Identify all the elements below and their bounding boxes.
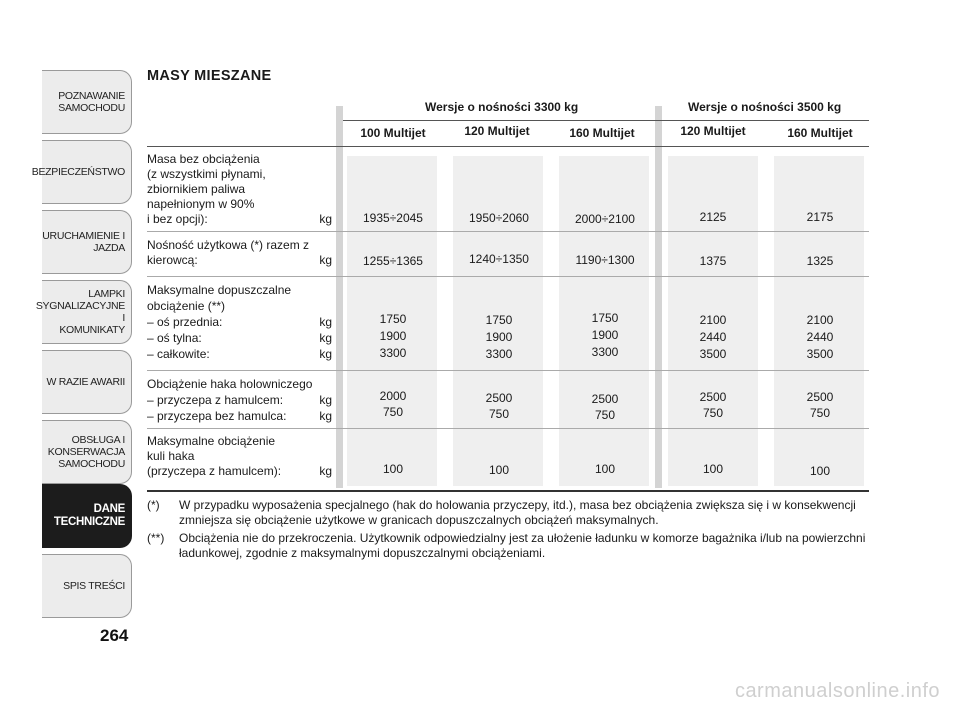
footnote-text: Obciążenia nie do przekroczenia. Użytkownik odpowiedzialny jest za ułożenie ładunku w komorze bagażnika i/lub na powierzchni ładunkowej, zgodnie z maksymalnymi dopuszczalnymi obciążeniami. bbox=[179, 531, 866, 560]
header-rule bbox=[343, 120, 869, 121]
tab-spis-tresci[interactable]: SPIS TREŚCI bbox=[42, 554, 132, 618]
label-line: obciążenie (**) bbox=[147, 299, 226, 313]
label-line: i bez opcji): kg bbox=[147, 212, 332, 226]
label-line: – oś przednia: kg bbox=[147, 315, 332, 329]
cell-value: 1750 1900 3300 bbox=[379, 312, 407, 360]
footnote-text: W przypadku wyposażenia specjalnego (hak do holowania przyczepy, itd.), masa bez obciążenia zwiększa się i w konsekwencji zmniejsza się obciążenie użytkowe w granicach dopuszczalnych obciążeń maksymalnych. bbox=[179, 498, 856, 527]
cell-value: 1190÷1300 bbox=[575, 253, 635, 267]
row-divider bbox=[147, 428, 869, 429]
watermark: carmanualsonline.info bbox=[734, 680, 940, 702]
table-bottom-rule bbox=[147, 490, 869, 492]
group-header-3300: Wersje o nośności 3300 kg bbox=[425, 100, 579, 114]
tab-obsluga-konserwacja[interactable]: OBSŁUGA I KONSERWACJA SAMOCHODU bbox=[42, 420, 132, 484]
tab-bezpieczenstwo[interactable]: BEZPIECZEŃSTWO bbox=[42, 140, 132, 204]
cell-value: 2175 bbox=[806, 210, 834, 224]
cell-value: 100 bbox=[382, 462, 404, 476]
label-line: Nośność użytkowa (*) razem z bbox=[147, 238, 310, 252]
label-line: (z wszystkimi płynami, bbox=[147, 167, 266, 181]
footnote bbox=[147, 531, 867, 561]
cell-value: 2000 750 bbox=[379, 389, 407, 419]
cell-value: 1375 bbox=[699, 254, 727, 268]
label-line: Maksymalne obciążenie bbox=[147, 434, 276, 448]
cell-value: 2500 750 bbox=[699, 390, 727, 420]
row-label bbox=[147, 376, 332, 424]
label-line: kuli haka bbox=[147, 449, 195, 463]
row-label bbox=[147, 152, 332, 227]
page-title: MASY MIESZANE bbox=[147, 68, 272, 84]
unit: kg bbox=[319, 464, 332, 478]
header-rule bbox=[147, 146, 869, 147]
cell-value: 2500 750 bbox=[591, 392, 619, 422]
cell-value: 100 bbox=[594, 462, 616, 476]
tab-poznawanie-samochodu[interactable]: POZNAWANIE SAMOCHODU bbox=[42, 70, 132, 134]
row-divider bbox=[147, 370, 869, 371]
cell-value: 1950÷2060 bbox=[469, 211, 529, 225]
page-number: 264 bbox=[100, 626, 129, 645]
unit: kg bbox=[319, 253, 332, 267]
cell-value: 2100 2440 3500 bbox=[699, 313, 727, 361]
unit: kg bbox=[319, 393, 332, 407]
column-header: 160 Multijet bbox=[787, 126, 853, 140]
column-divider bbox=[655, 106, 662, 488]
label-line: zbiornikiem paliwa bbox=[147, 182, 246, 196]
label-line: Masa bez obciążenia bbox=[147, 152, 260, 166]
label-line: kierowcą: kg bbox=[147, 253, 332, 267]
cell-value: 1240÷1350 bbox=[469, 252, 529, 266]
cell-value: 2100 2440 3500 bbox=[806, 313, 834, 361]
group-header-3500: Wersje o nośności 3500 kg bbox=[688, 100, 842, 114]
tab-w-razie-awarii[interactable]: W RAZIE AWARII bbox=[42, 350, 132, 414]
unit: kg bbox=[319, 409, 332, 423]
unit: kg bbox=[319, 315, 332, 329]
footnote-mark: (*) bbox=[147, 498, 160, 512]
cell-value: 2125 bbox=[699, 210, 727, 224]
label-line: (przyczepa z hamulcem): kg bbox=[147, 464, 332, 478]
tab-lampki-sygnalizacyjne[interactable]: LAMPKI SYGNALIZACYJNE I KOMUNIKATY bbox=[42, 280, 132, 344]
tab-dane-techniczne[interactable]: DANE TECHNICZNE bbox=[42, 484, 132, 548]
cell-value: 1750 1900 3300 bbox=[591, 311, 619, 359]
unit: kg bbox=[319, 212, 332, 226]
row-divider bbox=[147, 231, 869, 232]
cell-value: 1255÷1365 bbox=[363, 254, 423, 268]
label-line: – oś tylna: kg bbox=[147, 331, 332, 345]
footnote bbox=[147, 498, 867, 528]
column-divider bbox=[336, 106, 343, 488]
label-line: – całkowite: kg bbox=[147, 347, 332, 361]
cell-value: 100 bbox=[809, 464, 831, 478]
cell-value: 1935÷2045 bbox=[363, 211, 423, 225]
column-header: 120 Multijet bbox=[680, 124, 746, 138]
column-header: 100 Multijet bbox=[360, 126, 426, 140]
row-label bbox=[147, 282, 332, 362]
cell-value: 2500 750 bbox=[485, 391, 513, 421]
cell-value: 100 bbox=[488, 463, 510, 477]
label-line: – przyczepa bez hamulca: kg bbox=[147, 409, 332, 423]
label-line: napełnionym w 90% bbox=[147, 197, 255, 211]
unit: kg bbox=[319, 331, 332, 345]
cell-value: 100 bbox=[702, 462, 724, 476]
cell-value: 1750 1900 3300 bbox=[485, 313, 513, 361]
row-label bbox=[147, 238, 332, 268]
label-line: Maksymalne dopuszczalne bbox=[147, 283, 292, 297]
row-label bbox=[147, 434, 332, 479]
cell-value: 1325 bbox=[806, 254, 834, 268]
column-header: 160 Multijet bbox=[569, 126, 635, 140]
column-header: 120 Multijet bbox=[464, 124, 530, 138]
tab-uruchamienie-jazda[interactable]: URUCHAMIENIE I JAZDA bbox=[42, 210, 132, 274]
label-line: – przyczepa z hamulcem: kg bbox=[147, 393, 332, 407]
cell-value: 2500 750 bbox=[806, 390, 834, 420]
unit: kg bbox=[319, 347, 332, 361]
row-divider bbox=[147, 276, 869, 277]
label-line: Obciążenie haka holowniczego bbox=[147, 377, 313, 391]
footnote-mark: (**) bbox=[147, 531, 165, 545]
cell-value: 2000÷2100 bbox=[575, 212, 635, 226]
